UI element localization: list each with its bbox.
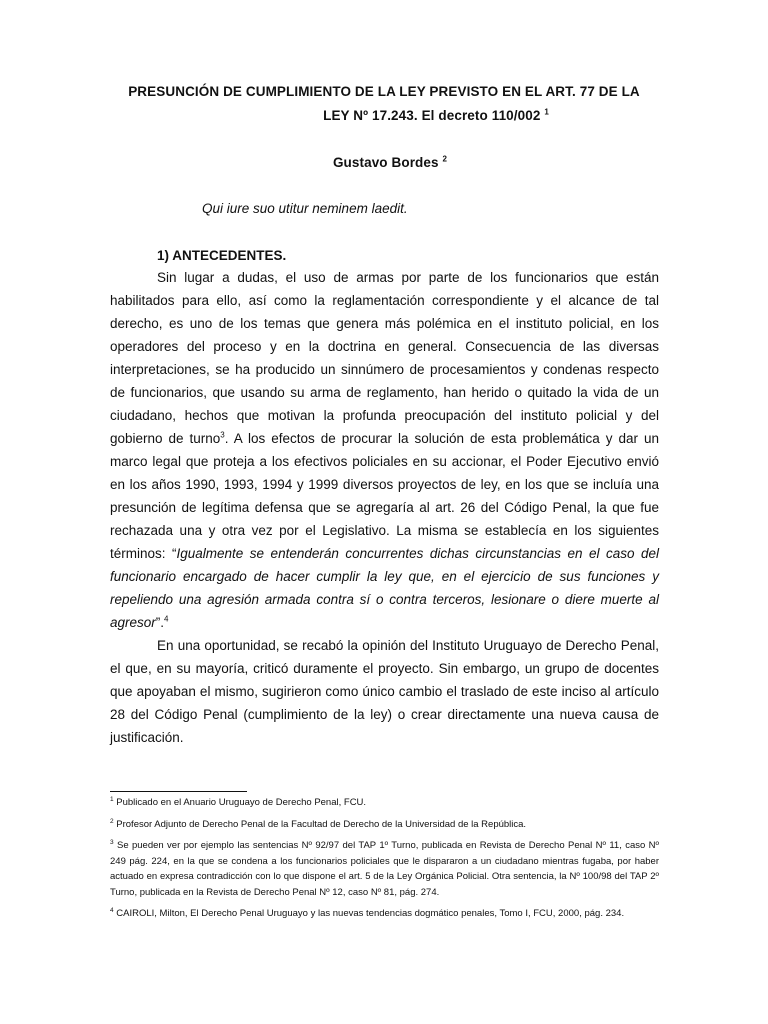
title-line-2-text: LEY Nº 17.243. El decreto 110/002 xyxy=(323,108,541,123)
section-heading: 1) ANTECEDENTES. xyxy=(157,248,287,263)
footnote-4 xyxy=(110,906,659,922)
author-line xyxy=(6,155,768,170)
footnote-3 xyxy=(110,838,659,900)
title-line-1-text: PRESUNCIÓN DE CUMPLIMIENTO DE LA LEY PREVISTO EN EL ART. 77 DE LA xyxy=(128,84,640,99)
document-title-line-2 xyxy=(52,108,768,123)
footnote-text: Profesor Adjunto de Derecho Penal de la Facultad de Derecho de la Universidad de la República. xyxy=(116,818,527,830)
epigraph: Qui iure suo utitur neminem laedit. xyxy=(202,201,408,216)
paragraph-1-text-a: Sin lugar a dudas, el uso de armas por parte de los funcionarios que están habilitados para ello, así como la reglamentación correspondiente y el alcance de tal derecho, es uno de los temas que genera más polémica en el instituto policial, en los operadores del proceso y en la doctrina en general. Consecuencia de las diversas interpretaciones, se ha producido un sinnúmero de procesamientos y condenas respecto de funcionarios, que usando su arma de reglamento, han herido o quitado la vida de un ciudadano, hechos que motivan la profunda preocupación del instituto policial y del gobierno de turno xyxy=(110,270,659,446)
footnote-text: Se pueden ver por ejemplo las sentencias Nº 92/97 del TAP 1º Turno, publicada en Revista de Derecho Penal Nº 11, caso Nº 249 pág. 224, en la que se condena a los funcionarios policiales que le dispararon a un ciudadano mientras fugaba, por haber actuado en expresa contradicción con lo que dispone el art. 5 de la Ley Orgánica Policial. Otra sentencia, la Nº 100/98 del TAP 2º Turno, publicada en la Revista de Derecho Penal Nº 12, caso Nº 81, pág. 274. xyxy=(110,840,659,898)
paragraph-1-text-b: . A los efectos de procurar la solución de esta problemática y dar un marco legal que proteja a los efectivos policiales en su accionar, el Poder Ejecutivo envió en los años 1990, 1993, 1994 y 1999 diversos proyectos de ley, en los que se incluía una presunción de legítima defensa que se agregaría al art. 26 del Código Penal, la que fue rechazada una y otra vez por el Legislativo. La misma se establecía en los siguientes términos: “ xyxy=(110,431,659,561)
footnote-2 xyxy=(110,817,659,833)
paragraph-1 xyxy=(110,266,659,634)
paragraph-1-text-c: ”. xyxy=(155,615,165,630)
footnote-text: Publicado en el Anuario Uruguayo de Derecho Penal, FCU. xyxy=(116,797,367,808)
paragraph-1-quote: Igualmente se entenderán concurrentes dichas circunstancias en el caso del funcionario encargado de hacer cumplir la ley que, en el ejercicio de sus funciones y repeliendo una agresión armada contra sí o contra terceros, lesionare o diere muerte al agresor xyxy=(110,546,659,630)
footnote-text: CAIROLI, Milton, El Derecho Penal Uruguayo y las nuevas tendencias dogmático penales, Tomo I, FCU, 2000, pág. 234. xyxy=(116,908,625,919)
document-title-line-1 xyxy=(0,84,768,99)
footnote-number: 1 xyxy=(110,795,114,803)
author-footnote-ref[interactable]: 2 xyxy=(442,154,448,164)
footnote-ref-3[interactable]: 3 xyxy=(220,430,225,440)
title-footnote-ref[interactable]: 1 xyxy=(544,107,549,117)
footnote-number: 3 xyxy=(110,838,114,846)
author-name: Gustavo Bordes xyxy=(332,155,439,170)
footnote-number: 4 xyxy=(110,906,114,914)
footnote-ref-4[interactable]: 4 xyxy=(164,614,169,624)
paragraph-2: En una oportunidad, se recabó la opinión del Instituto Uruguayo de Derecho Penal, el que, en su mayoría, criticó duramente el proyecto. Sin embargo, un grupo de docentes que apoyaban el mismo, sugirieron como único cambio el traslado de este inciso al artículo 28 del Código Penal (cumplimiento de la ley) o crear directamente una nueva causa de justificación. xyxy=(110,638,659,745)
footnotes xyxy=(110,795,659,928)
footnote-separator xyxy=(110,791,247,792)
footnote-1 xyxy=(110,795,659,811)
body-text xyxy=(110,266,659,749)
footnote-number: 2 xyxy=(110,817,114,825)
